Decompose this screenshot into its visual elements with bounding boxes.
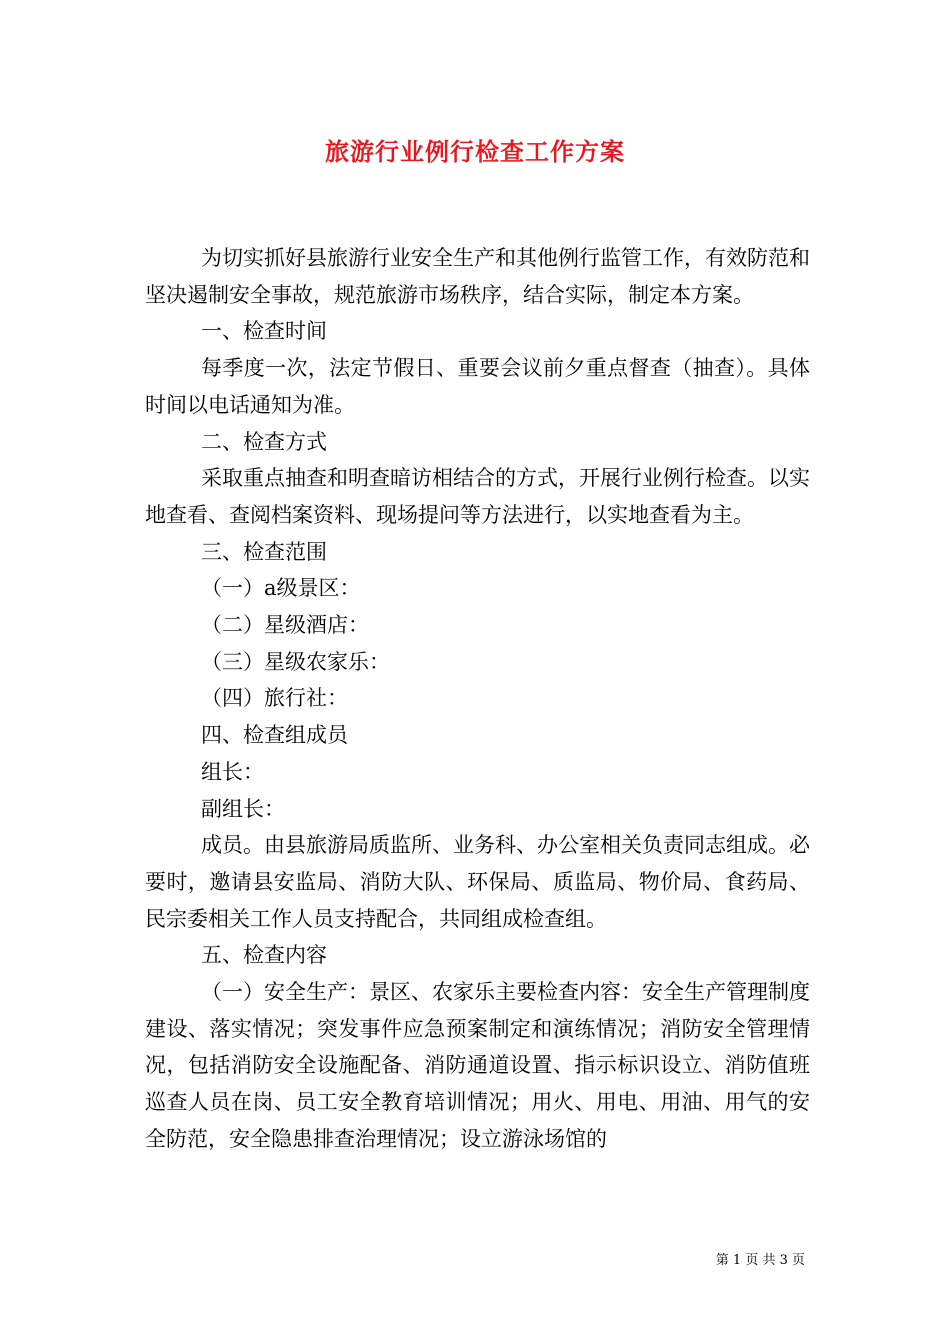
paragraph-time: 每季度一次，法定节假日、重要会议前夕重点督查（抽查）。具体时间以电话通知为准。 <box>145 356 810 417</box>
content-paragraph-safety: （一）安全生产：景区、农家乐主要检查内容：安全生产管理制度建设、落实情况；突发事件应急预案制定和演练情况；消防安全管理情况，包括消防安全设施配备、消防通道设置、指示标识设立、消防值班巡查人员在岗、员工安全教育培训情况；用火、用电、用油、用气的安全防范，安全隐患排查治理情况；设立游泳场馆的 <box>145 980 810 1151</box>
leader-line: 组长： <box>201 759 264 784</box>
page-number: 第 1 页 共 3 页 <box>715 1253 805 1268</box>
scope-item-1: （一）a级景区： <box>201 576 361 601</box>
scope-item-2: （二）星级酒店： <box>201 613 369 638</box>
deputy-leader-line: 副组长： <box>201 796 285 821</box>
members-paragraph: 成员。由县旅游局质监所、业务科、办公室相关负责同志组成。必要时，邀请县安监局、消防大队、环保局、质监局、物价局、食药局、民宗委相关工作人员支持配合，共同组成检查组。 <box>145 833 810 931</box>
section-heading-1: 一、检查时间 <box>201 319 327 344</box>
scope-item-4: （四）旅行社： <box>201 686 348 711</box>
section-heading-5: 五、检查内容 <box>201 943 327 968</box>
document-body <box>145 240 810 1158</box>
intro-paragraph: 为切实抓好县旅游行业安全生产和其他例行监管工作，有效防范和坚决遏制安全事故，规范旅游市场秩序，结合实际，制定本方案。 <box>145 246 810 307</box>
section-heading-3: 三、检查范围 <box>201 539 327 564</box>
scope-item-3: （三）星级农家乐： <box>201 649 390 674</box>
section-heading-2: 二、检查方式 <box>201 429 327 454</box>
document-title: 旅游行业例行检查工作方案 <box>325 137 625 166</box>
paragraph-method: 采取重点抽查和明查暗访相结合的方式，开展行业例行检查。以实地查看、查阅档案资料、现场提问等方法进行，以实地查看为主。 <box>145 466 810 527</box>
section-heading-4: 四、检查组成员 <box>201 723 348 748</box>
